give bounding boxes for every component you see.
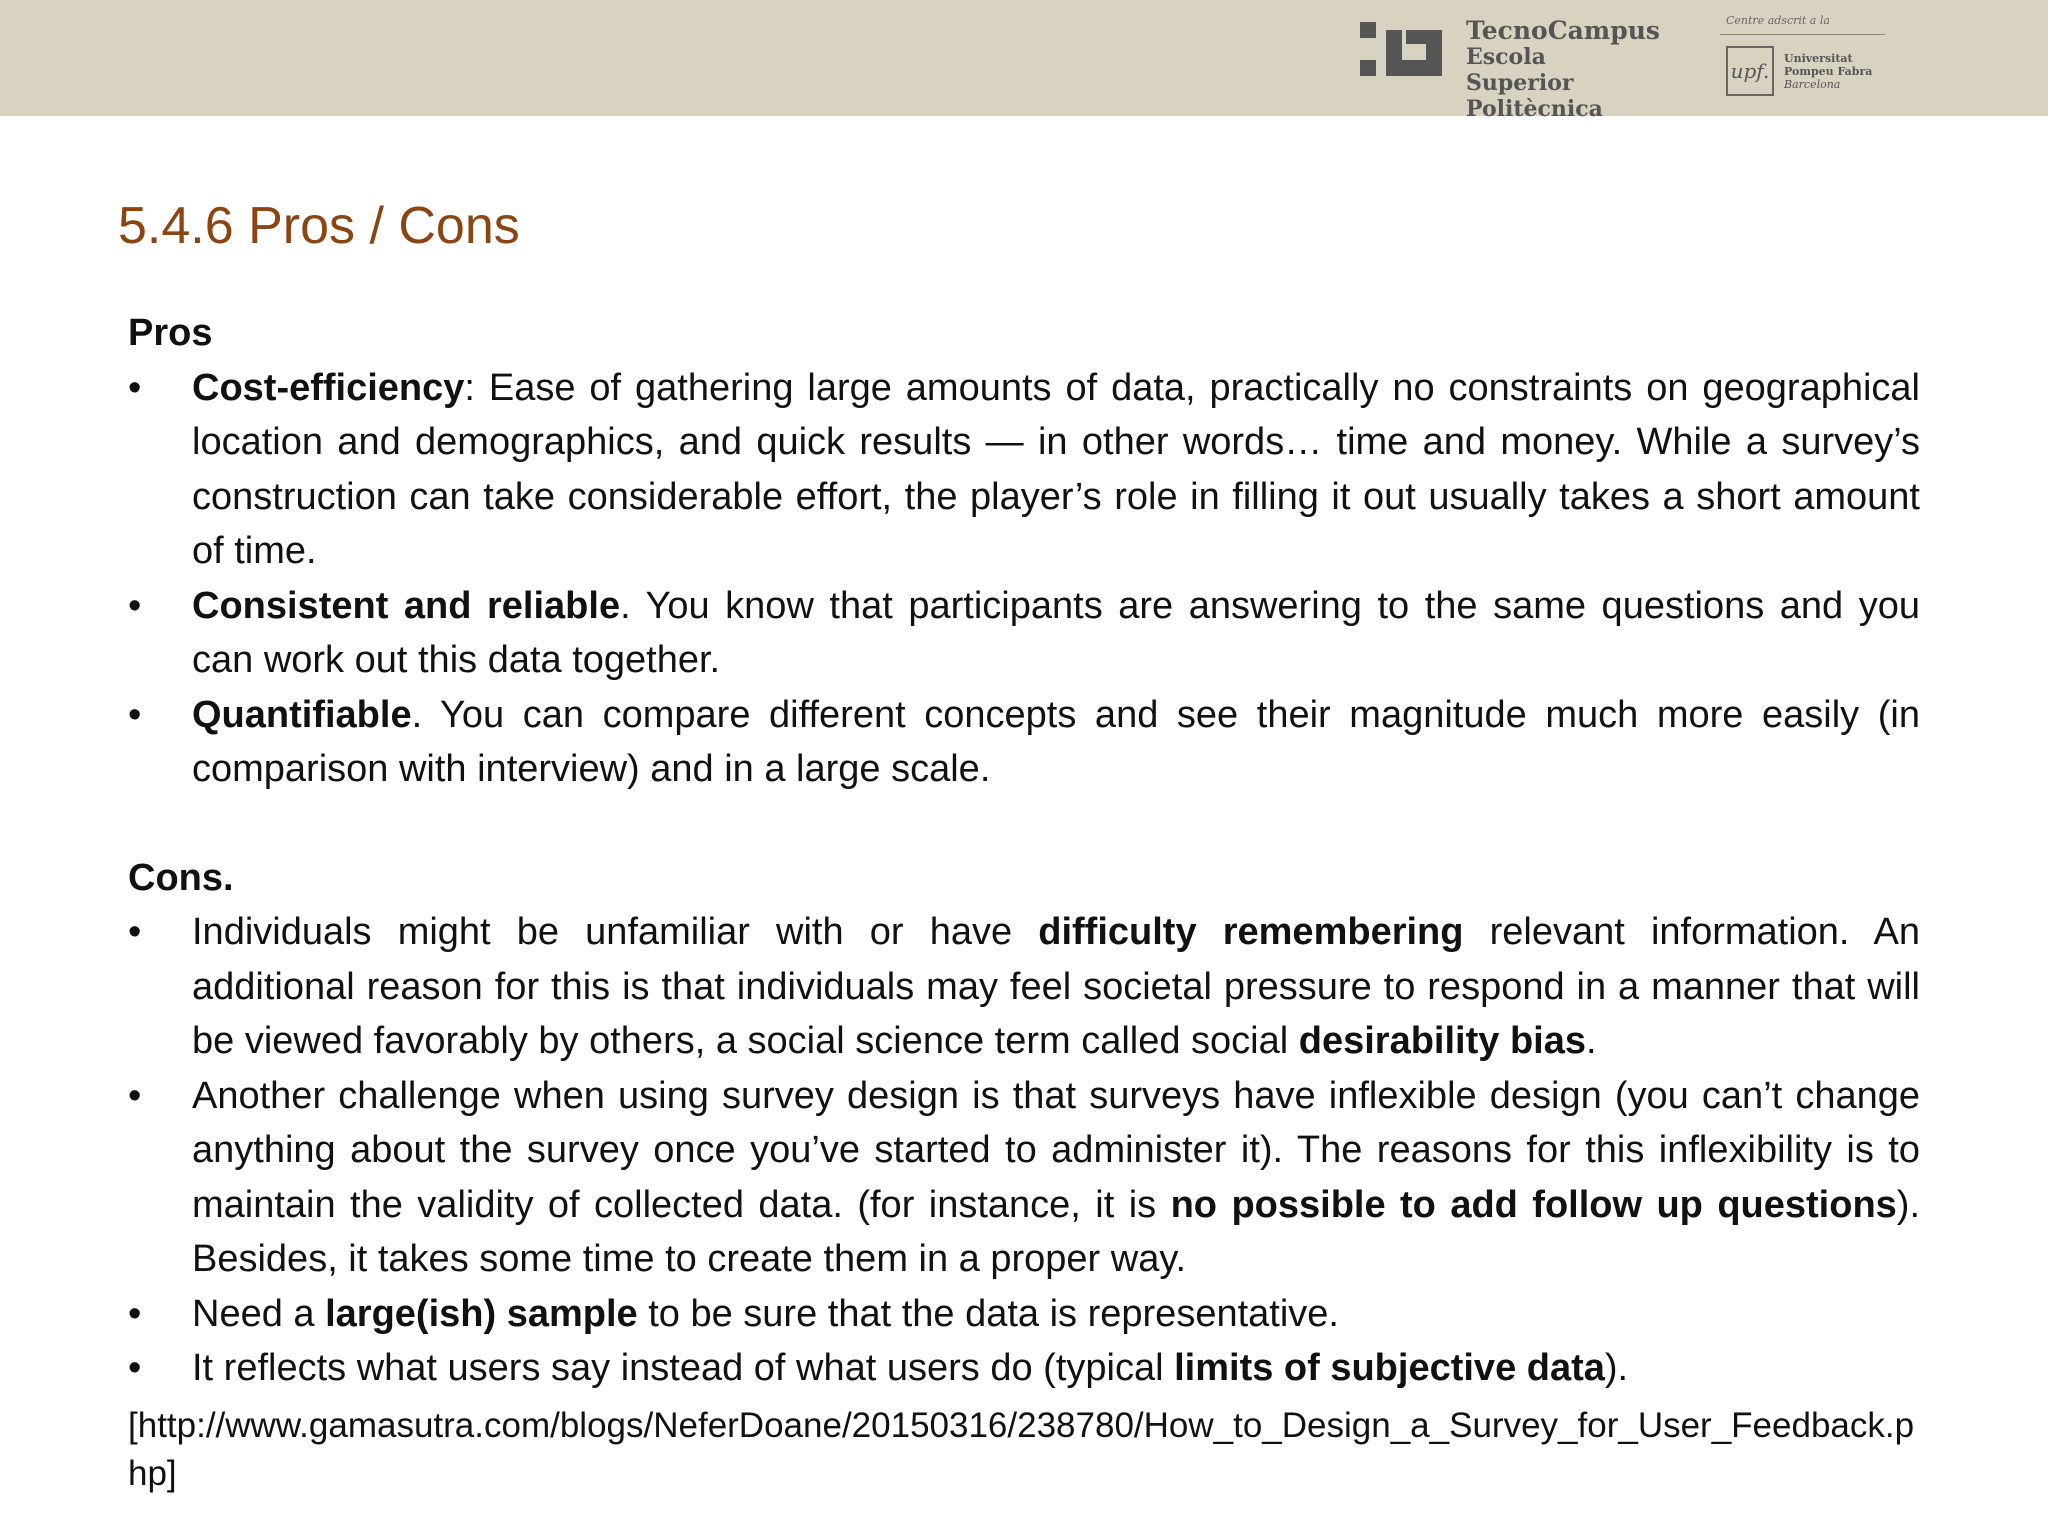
cons-emphasis: no possible to add follow up questions [1170, 1183, 1897, 1226]
logo-line-1: TecnoCampus [1466, 16, 1660, 45]
cons-text: . [1585, 1020, 1597, 1062]
cons-list [128, 905, 1920, 1396]
pros-heading: Pros [128, 312, 213, 354]
pros-list [128, 361, 1920, 797]
tecnocampus-logo-text [1466, 18, 1660, 122]
tecnocampus-logo [1360, 16, 1660, 122]
cons-item [128, 905, 1920, 1069]
cons-text: to be sure that the data is representative. [637, 1292, 1339, 1335]
slide-content [128, 306, 1920, 1498]
pros-item-text: : Ease of gathering large amounts of data, practically no constraints on geographical location and demographics, and quick results — in other words… time and money. While a survey’s construction can take considerable effort, the player’s role in filling it out usually takes a short amount of time. [192, 366, 1920, 572]
pros-item-text: . You know that participants are answering to the same questions and you can work out this data together. [192, 584, 1920, 681]
cons-text: Individuals might be unfamiliar with or have [192, 911, 1039, 953]
pros-item [128, 579, 1920, 688]
tecnocampus-logo-icon [1360, 22, 1442, 78]
pros-item-title: Cost-efficiency [192, 366, 465, 409]
cons-heading: Cons. [128, 856, 234, 899]
cons-item [128, 1341, 1920, 1396]
upf-mark: upf. [1726, 46, 1774, 96]
section-gap [128, 797, 1920, 851]
cons-item [128, 1287, 1920, 1342]
cons-emphasis: limits of subjective data [1174, 1347, 1605, 1389]
upf-divider [1720, 34, 1885, 35]
cons-text: Another challenge when using survey design is that surveys have inflexible design (you can’t change anything about the survey once you’ve started to administer it). The reasons for this inflexibility is to maintain the validity of collected data. (for instance, it is [192, 1074, 1920, 1226]
cons-text: ). Besides, it takes some time to create them in a proper way. [192, 1183, 1921, 1280]
cons-emphasis: large(ish) sample [325, 1292, 638, 1335]
cons-text: It reflects what users say instead of what users do (typical [192, 1347, 1175, 1389]
pros-item-title: Quantifiable [192, 693, 412, 736]
page-title: 5.4.6 Pros / Cons [118, 197, 520, 255]
header-band [0, 0, 2048, 122]
upf-logo [1720, 14, 1890, 102]
upf-caption: Centre adscrit a la [1726, 14, 1830, 27]
reference-link[interactable]: [http://www.gamasutra.com/blogs/NeferDoane/20150316/238780/How_to_Design_a_Survey_for_User_Feedback.php] [128, 1405, 1915, 1493]
upf-line-3: Barcelona [1784, 78, 1841, 91]
cons-emphasis: desirability bias [1298, 1020, 1586, 1062]
upf-line-1: Universitat [1784, 52, 1853, 65]
upf-line-2: Pompeu Fabra [1784, 65, 1873, 78]
cons-text: relevant information. An additional reason for this is that individuals may feel societal pressure to respond in a manner that will be viewed favorably by others, a social science term called social [192, 911, 1921, 1062]
cons-text: ). [1604, 1347, 1629, 1389]
logo-line-2: Escola Superior [1466, 44, 1574, 96]
cons-item [128, 1069, 1920, 1287]
pros-item [128, 688, 1920, 797]
logo-line-3: Politècnica [1466, 96, 1603, 122]
cons-text: Need a [192, 1292, 326, 1335]
pros-item-text: . You can compare different concepts and see their magnitude much more easily (in comparison with interview) and in a large scale. [192, 693, 1920, 790]
upf-name [1784, 52, 1872, 91]
pros-item-title: Consistent and reliable [192, 584, 621, 627]
pros-item [128, 361, 1920, 579]
cons-emphasis: difficulty remembering [1038, 911, 1464, 953]
